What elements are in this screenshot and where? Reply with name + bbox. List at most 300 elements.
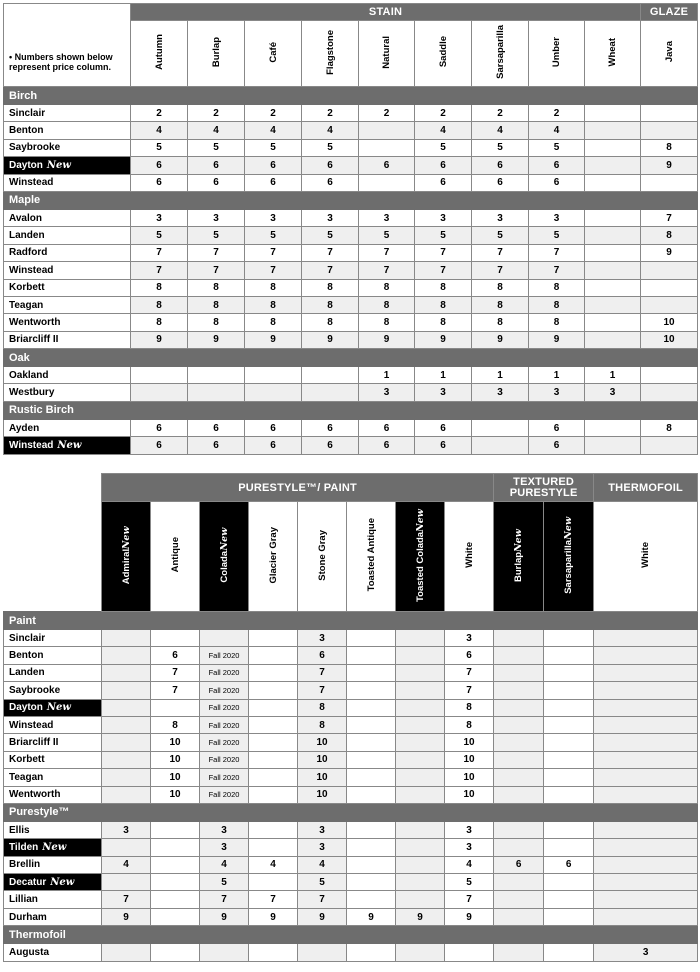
price-cell (544, 734, 594, 751)
price-cell: 9 (641, 157, 698, 174)
price-cell (347, 856, 396, 873)
price-cell: 6 (131, 437, 188, 454)
price-cell (102, 786, 151, 803)
price-cell: 7 (415, 262, 472, 279)
row-name (4, 227, 131, 244)
new-badge: New (218, 527, 230, 551)
price-cell: 8 (472, 296, 529, 313)
price-cell (396, 716, 445, 733)
price-cell: 6 (188, 419, 245, 436)
door-style-name: Winstead (9, 264, 54, 276)
door-style-name: Saybrooke (9, 142, 61, 154)
price-cell: 7 (529, 244, 585, 261)
table-row (4, 157, 698, 174)
price-cell (544, 699, 594, 716)
price-cell (245, 367, 302, 384)
column-header-caf (245, 21, 302, 87)
row-name (4, 139, 131, 156)
price-cell: 3 (445, 839, 494, 856)
price-cell: 6 (188, 437, 245, 454)
price-cell: 2 (302, 105, 359, 122)
row-name (4, 630, 102, 647)
price-cell: 6 (529, 437, 585, 454)
door-style-name: Winstead (9, 719, 54, 731)
price-cell: 3 (102, 821, 151, 838)
row-name (4, 122, 131, 139)
price-cell (396, 769, 445, 786)
section-title: Thermofoil (4, 926, 698, 944)
price-cell: 9 (298, 908, 347, 925)
door-style-name: Wentworth (9, 316, 61, 328)
price-cell (494, 891, 544, 908)
row-name (4, 908, 102, 925)
price-cell: 8 (245, 296, 302, 313)
door-style-name: Korbett (9, 282, 45, 294)
price-cell: 3 (298, 839, 347, 856)
table-row (4, 751, 698, 768)
price-cell (544, 891, 594, 908)
price-cell: 7 (249, 891, 298, 908)
price-cell: 8 (529, 314, 585, 331)
price-cell (249, 664, 298, 681)
price-cell (347, 786, 396, 803)
price-cell: 3 (445, 630, 494, 647)
price-cell (151, 891, 200, 908)
table-row (4, 384, 698, 401)
price-cell: 6 (415, 174, 472, 191)
price-cell: 8 (415, 279, 472, 296)
price-cell: 6 (298, 647, 347, 664)
price-cell: 10 (641, 331, 698, 348)
price-cell: 5 (200, 874, 249, 891)
row-name (4, 856, 102, 873)
price-cell (102, 874, 151, 891)
price-cell: 10 (298, 734, 347, 751)
door-style-name: Westbury (9, 387, 55, 399)
table-row (4, 174, 698, 191)
price-cell: 3 (529, 209, 585, 226)
price-cell: 8 (415, 296, 472, 313)
price-cell: 4 (445, 856, 494, 873)
price-cell: 9 (641, 244, 698, 261)
row-name (4, 314, 131, 331)
price-cell (641, 279, 698, 296)
column-label: White (640, 542, 652, 568)
price-cell: 7 (472, 262, 529, 279)
price-cell (151, 856, 200, 873)
price-cell (494, 699, 544, 716)
price-cell: Fall 2020 (200, 716, 249, 733)
price-cell (249, 786, 298, 803)
price-cell (494, 751, 544, 768)
row-name (4, 647, 102, 664)
price-cell (347, 664, 396, 681)
column-label: Java (663, 41, 675, 63)
price-cell: 3 (188, 209, 245, 226)
price-cell: 7 (298, 682, 347, 699)
price-cell: 8 (245, 279, 302, 296)
row-name (4, 157, 131, 174)
price-cell (544, 839, 594, 856)
section-header-rustic-birch (4, 401, 698, 419)
price-cell: 8 (302, 314, 359, 331)
price-cell: 7 (445, 891, 494, 908)
column-label: Colada (218, 550, 230, 583)
price-cell (102, 716, 151, 733)
row-name (4, 437, 131, 454)
new-badge: New (46, 159, 72, 171)
price-cell (585, 331, 641, 348)
price-cell (249, 839, 298, 856)
price-cell (594, 734, 698, 751)
price-cell (102, 630, 151, 647)
price-cell: 8 (529, 296, 585, 313)
purestyle-paint-header: PURESTYLE™/ PAINT (102, 474, 494, 502)
price-cell: Fall 2020 (200, 664, 249, 681)
price-cell (594, 908, 698, 925)
price-cell (249, 734, 298, 751)
new-badge: New (42, 841, 67, 853)
table-row (4, 279, 698, 296)
new-badge: New (414, 508, 426, 532)
price-cell (188, 367, 245, 384)
price-cell: 6 (302, 437, 359, 454)
paint-thermofoil-table (3, 473, 698, 962)
price-cell (494, 944, 544, 961)
row-name (4, 664, 102, 681)
price-cell: 2 (415, 105, 472, 122)
price-cell (544, 630, 594, 647)
row-name (4, 419, 131, 436)
column-header-antique-1 (151, 502, 200, 612)
price-cell (594, 647, 698, 664)
price-cell (102, 682, 151, 699)
price-cell (494, 716, 544, 733)
price-cell (494, 874, 544, 891)
table-row (4, 734, 698, 751)
price-cell: 4 (472, 122, 529, 139)
row-name (4, 821, 102, 838)
column-header-saddle (415, 21, 472, 87)
door-style-name: Oakland (9, 369, 49, 381)
column-label: Natural (381, 35, 392, 69)
column-header-java (641, 21, 698, 87)
price-cell: 6 (494, 856, 544, 873)
stain-glaze-table (3, 3, 698, 455)
door-style-name: Avalon (9, 212, 42, 224)
table-row (4, 716, 698, 733)
table-row (4, 630, 698, 647)
price-cell: 8 (298, 699, 347, 716)
price-cell: 4 (188, 122, 245, 139)
price-cell (641, 262, 698, 279)
door-style-name: Radford (9, 247, 48, 259)
price-cell (641, 384, 698, 401)
price-cell (585, 174, 641, 191)
price-cell (594, 856, 698, 873)
price-cell: 2 (529, 105, 585, 122)
price-cell (585, 157, 641, 174)
price-cell (641, 296, 698, 313)
price-cell (585, 314, 641, 331)
section-title: Oak (4, 349, 698, 367)
price-cell: 3 (359, 209, 415, 226)
price-cell: 10 (298, 769, 347, 786)
table-row (4, 209, 698, 226)
table-row (4, 122, 698, 139)
door-style-name: Sinclair (9, 632, 46, 644)
column-label: Wheat (607, 37, 618, 67)
glaze-header: GLAZE (641, 4, 698, 21)
price-cell: 4 (245, 122, 302, 139)
door-style-name: Dayton (9, 159, 43, 171)
price-cell (102, 839, 151, 856)
price-cell: 2 (245, 105, 302, 122)
price-cell: 6 (529, 174, 585, 191)
price-cell (396, 874, 445, 891)
price-cell (594, 786, 698, 803)
door-style-name: Ellis (9, 824, 30, 836)
price-cell (102, 664, 151, 681)
paint-column-headers (4, 502, 698, 612)
table-row (4, 891, 698, 908)
column-header-sarsaparilla-9 (544, 502, 594, 612)
price-cell (396, 682, 445, 699)
price-cell: 3 (200, 821, 249, 838)
price-cell: 7 (415, 244, 472, 261)
price-cell: 8 (245, 314, 302, 331)
section-header-oak (4, 349, 698, 367)
row-name (4, 891, 102, 908)
column-header-toasted-antique-5 (347, 502, 396, 612)
textured-purestyle-header: TEXTURED PURESTYLE (494, 474, 594, 502)
price-cell: 9 (245, 331, 302, 348)
price-cell: 5 (445, 874, 494, 891)
price-cell (102, 647, 151, 664)
price-cell: 6 (245, 157, 302, 174)
table-row (4, 331, 698, 348)
price-cell: 6 (302, 419, 359, 436)
price-cell: 7 (359, 244, 415, 261)
price-cell (200, 944, 249, 961)
price-cell: 3 (415, 384, 472, 401)
price-cell (494, 769, 544, 786)
column-label: Café (267, 41, 279, 63)
price-cell (641, 105, 698, 122)
price-cell (396, 630, 445, 647)
price-cell: 7 (445, 682, 494, 699)
price-cell: 7 (302, 244, 359, 261)
price-cell: 8 (188, 296, 245, 313)
price-cell (151, 630, 200, 647)
price-cell (347, 821, 396, 838)
price-cell (249, 944, 298, 961)
price-cell (594, 630, 698, 647)
price-cell (594, 891, 698, 908)
price-cell: 5 (302, 139, 359, 156)
row-name (4, 751, 102, 768)
price-cell: 5 (415, 227, 472, 244)
price-cell (585, 122, 641, 139)
price-cell (347, 874, 396, 891)
price-cell: 3 (415, 209, 472, 226)
price-cell (594, 821, 698, 838)
price-cell: Fall 2020 (200, 682, 249, 699)
door-style-name: Teagan (9, 299, 44, 311)
price-cell: 8 (359, 314, 415, 331)
price-cell: 9 (529, 331, 585, 348)
price-cell: 4 (298, 856, 347, 873)
price-cell (396, 664, 445, 681)
price-cell: 7 (529, 262, 585, 279)
row-name (4, 874, 102, 891)
price-cell: 10 (151, 786, 200, 803)
price-cell (594, 874, 698, 891)
price-cell: 6 (359, 157, 415, 174)
column-header-white-10 (594, 502, 698, 612)
price-cell (544, 786, 594, 803)
table-row (4, 786, 698, 803)
price-cell (494, 682, 544, 699)
price-cell: 7 (245, 244, 302, 261)
price-cell: 5 (472, 227, 529, 244)
door-style-name: Augusta (9, 946, 49, 958)
price-cell (396, 647, 445, 664)
price-cell: Fall 2020 (200, 769, 249, 786)
price-cell: 10 (298, 786, 347, 803)
price-cell (594, 664, 698, 681)
price-cell (151, 908, 200, 925)
price-cell (472, 437, 529, 454)
price-cell: 7 (151, 682, 200, 699)
price-cell: 6 (131, 419, 188, 436)
price-cell: Fall 2020 (200, 699, 249, 716)
section-header-thermofoil (4, 926, 698, 944)
table-row (4, 227, 698, 244)
section-title: Rustic Birch (4, 401, 698, 419)
new-badge: New (57, 439, 82, 451)
price-cell (544, 664, 594, 681)
price-cell (494, 839, 544, 856)
price-cell: 10 (445, 769, 494, 786)
price-cell: 8 (131, 296, 188, 313)
door-style-name: Wentworth (9, 789, 61, 801)
price-cell: 7 (298, 664, 347, 681)
price-cell: 7 (302, 262, 359, 279)
new-badge: New (120, 525, 132, 549)
price-cell: 3 (472, 209, 529, 226)
price-cell: 5 (359, 227, 415, 244)
price-cell (585, 139, 641, 156)
price-cell: 6 (245, 419, 302, 436)
column-header-burlap-8 (494, 502, 544, 612)
price-cell: 4 (200, 856, 249, 873)
price-cell (302, 367, 359, 384)
price-cell (544, 647, 594, 664)
price-cell: 4 (415, 122, 472, 139)
price-cell (347, 630, 396, 647)
price-cell: 6 (131, 157, 188, 174)
price-cell: 7 (102, 891, 151, 908)
column-header-white-7 (445, 502, 494, 612)
door-style-name: Benton (9, 650, 44, 662)
price-cell (472, 419, 529, 436)
table-row (4, 262, 698, 279)
table-row (4, 682, 698, 699)
table-row (4, 821, 698, 838)
price-cell: 6 (415, 157, 472, 174)
price-cell: 2 (131, 105, 188, 122)
price-cell: 10 (151, 751, 200, 768)
price-cell: 6 (245, 174, 302, 191)
price-cell (544, 821, 594, 838)
price-cell (594, 682, 698, 699)
price-cell (249, 630, 298, 647)
price-cell (641, 174, 698, 191)
price-cell: 9 (359, 331, 415, 348)
price-cell: 1 (415, 367, 472, 384)
price-cell (359, 174, 415, 191)
price-cell: 7 (641, 209, 698, 226)
table-row (4, 664, 698, 681)
price-cell: 6 (415, 419, 472, 436)
price-cell (102, 751, 151, 768)
price-cell (585, 437, 641, 454)
price-cell: 8 (359, 279, 415, 296)
price-cell: 6 (445, 647, 494, 664)
price-cell: 1 (359, 367, 415, 384)
door-style-name: Sinclair (9, 107, 46, 119)
price-cell: 3 (445, 821, 494, 838)
price-cell (445, 944, 494, 961)
row-name (4, 786, 102, 803)
price-cell: 6 (472, 157, 529, 174)
price-cell (151, 944, 200, 961)
price-cell (396, 856, 445, 873)
row-name (4, 331, 131, 348)
new-badge: New (513, 528, 525, 552)
price-cell: 3 (585, 384, 641, 401)
price-cell: 6 (472, 174, 529, 191)
table-row (4, 839, 698, 856)
price-cell: 5 (529, 139, 585, 156)
price-cell (585, 105, 641, 122)
price-cell: 6 (359, 437, 415, 454)
price-cell: 3 (594, 944, 698, 961)
door-style-name: Landen (9, 230, 45, 242)
price-cell (359, 139, 415, 156)
row-name (4, 944, 102, 961)
row-name (4, 699, 102, 716)
price-cell (585, 209, 641, 226)
price-cell: 10 (151, 734, 200, 751)
section-header-purestyle (4, 803, 698, 821)
price-cell (396, 786, 445, 803)
price-cell (494, 908, 544, 925)
section-title: Maple (4, 191, 698, 209)
price-cell (396, 891, 445, 908)
price-cell (249, 716, 298, 733)
column-header-umber (529, 21, 585, 87)
column-label: Toasted Colada (414, 531, 426, 602)
price-cell: 3 (298, 821, 347, 838)
column-label: Autumn (153, 34, 165, 70)
price-cell: 8 (472, 314, 529, 331)
door-style-name: Landen (9, 667, 45, 679)
row-name (4, 296, 131, 313)
price-cell: 6 (302, 157, 359, 174)
price-cell (585, 419, 641, 436)
